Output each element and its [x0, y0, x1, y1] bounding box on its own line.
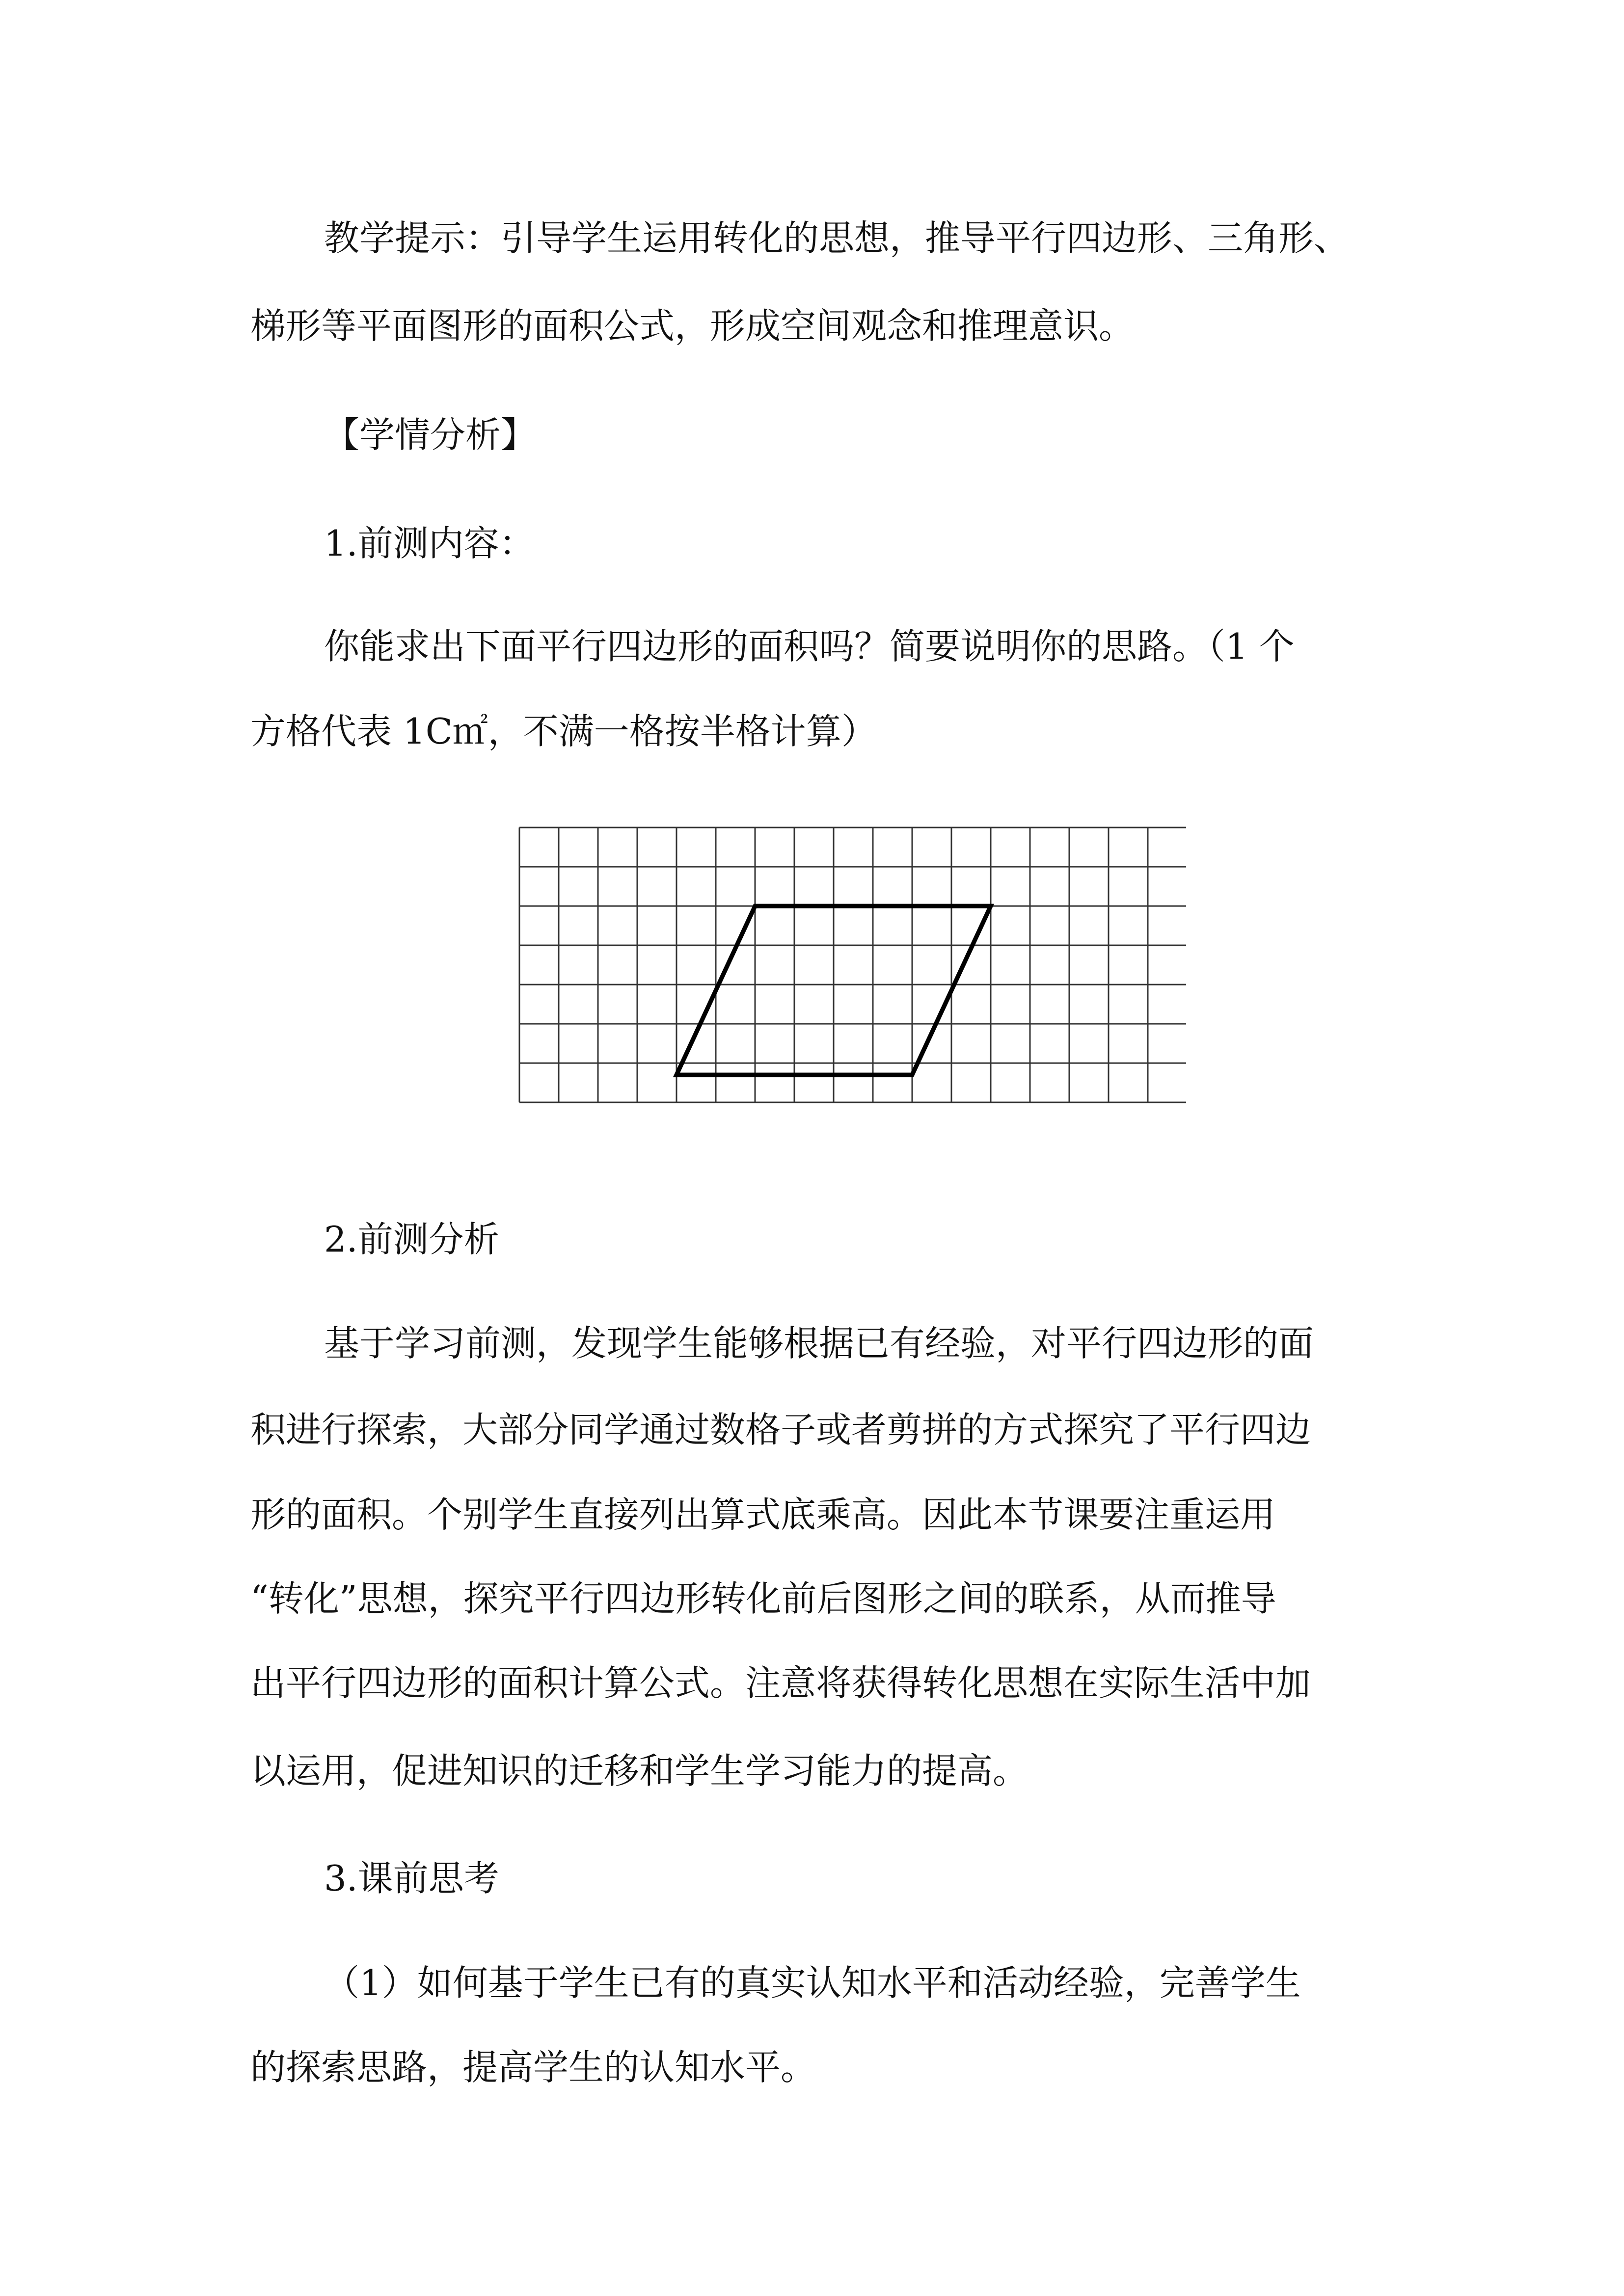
subheading-pre-class-thinking: 3.课前思考	[324, 1858, 499, 1899]
analysis-line-4: “转化”思想，探究平行四边形转化前后图形之间的联系，从而推导	[250, 1578, 1276, 1619]
section-heading-learning-analysis: 【学情分析】	[324, 414, 537, 455]
subheading-pretest-content: 1.前测内容：	[324, 523, 535, 564]
parallelogram-grid-figure	[516, 825, 1186, 1124]
subheading-pretest-analysis: 2.前测分析	[324, 1219, 499, 1260]
thinking-item-1-line-2: 的探索思路，提高学生的认知水平。	[250, 2047, 816, 2088]
teaching-hint-line-1: 教学提示：引导学生运用转化的思想，推导平行四边形、三角形、	[324, 217, 1350, 259]
analysis-line-2: 积进行探索，大部分同学通过数格子或者剪拼的方式探究了平行四边	[250, 1409, 1311, 1450]
analysis-line-3: 形的面积。个别学生直接列出算式底乘高。因此本节课要注重运用	[250, 1494, 1276, 1535]
teaching-hint-line-2: 梯形等平面图形的面积公式，形成空间观念和推理意识。	[250, 305, 1135, 347]
analysis-line-1: 基于学习前测，发现学生能够根据已有经验，对平行四边形的面	[324, 1323, 1314, 1364]
thinking-item-1-line-1: （1）如何基于学生已有的真实认知水平和活动经验，完善学生	[324, 1962, 1301, 2003]
analysis-line-5: 出平行四边形的面积计算公式。注意将获得转化思想在实际生活中加	[250, 1662, 1311, 1704]
pretest-question-line-1: 你能求出下面平行四边形的面积吗？简要说明你的思路。（1 个	[324, 626, 1295, 667]
analysis-line-6: 以运用，促进知识的迁移和学生学习能力的提高。	[250, 1750, 1029, 1791]
pretest-question-line-2: 方格代表 1C㎡，不满一格按半格计算）	[250, 711, 877, 752]
